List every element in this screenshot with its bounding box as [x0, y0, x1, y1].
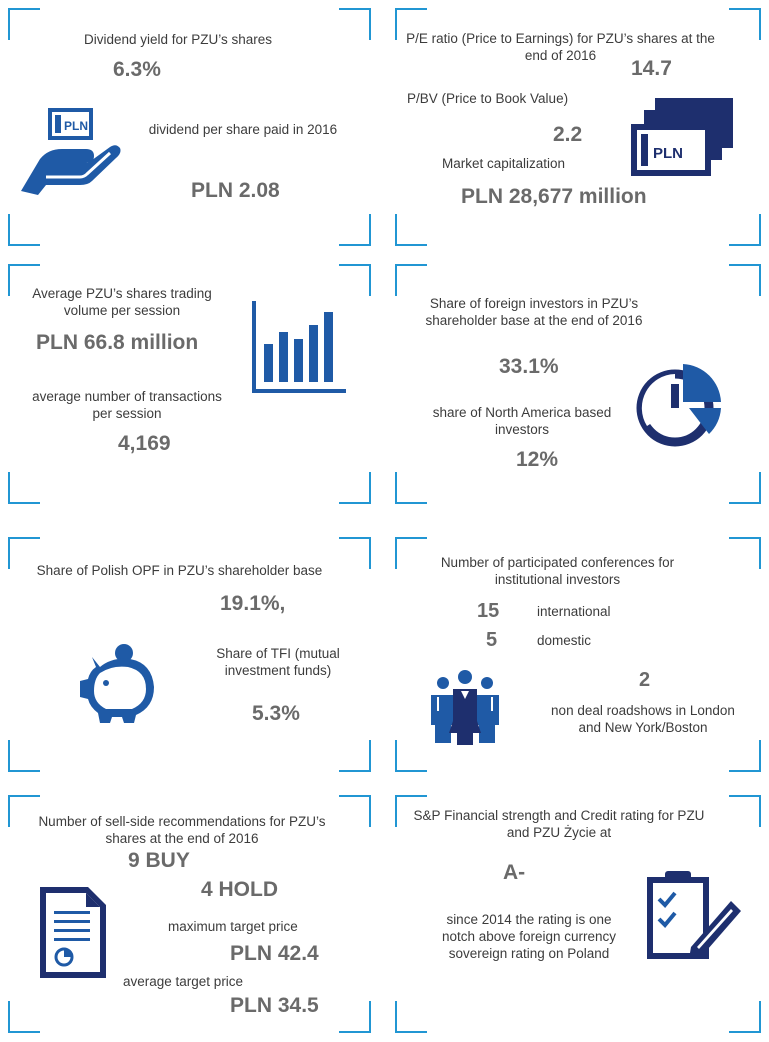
- pbv-value: 2.2: [553, 123, 583, 146]
- recommendations-label: Number of sell-side recommendations for PZU’s shares at the end of 2016: [38, 814, 326, 846]
- bar-chart-icon: [248, 299, 348, 399]
- panel-rating: [395, 795, 761, 1033]
- volume-label: Average PZU’s shares trading volume per session: [32, 286, 212, 318]
- tfi-value: 5.3%: [252, 702, 300, 725]
- volume-value: PLN 66.8 million: [36, 331, 199, 354]
- panel-conferences: [395, 537, 761, 772]
- piggy-bank-icon: [76, 637, 166, 727]
- banknotes-stack-icon: [627, 98, 737, 180]
- roadshows-label: non deal roadshows in London and New York/Boston: [551, 703, 735, 735]
- hand-with-banknote-icon: [18, 103, 123, 198]
- tfi-label: Share of TFI (mutual investment funds): [216, 646, 340, 678]
- dividend-yield-label: Dividend yield for PZU’s shares: [83, 32, 273, 47]
- foreign-value: 33.1%: [499, 355, 559, 378]
- dps-value: PLN 2.08: [191, 179, 280, 202]
- avg-target-value: PLN 34.5: [230, 994, 319, 1017]
- domestic-count: 5: [486, 629, 498, 651]
- avg-target-label: average target price: [123, 974, 244, 989]
- mcap-label: Market capitalization: [442, 156, 566, 171]
- na-label: share of North America based investors: [432, 405, 612, 437]
- domestic-label: domestic: [537, 633, 592, 648]
- pe-label: P/E ratio (Price to Earnings) for PZU’s shares at the end of 2016: [406, 31, 715, 63]
- pe-value: 14.7: [631, 57, 672, 80]
- rating-note: since 2014 the rating is one notch above foreign currency sovereign rating on Poland: [441, 912, 617, 961]
- foreign-label: Share of foreign investors in PZU’s shareholder base at the end of 2016: [425, 296, 643, 328]
- people-group-icon: [425, 667, 505, 747]
- opf-label: Share of Polish OPF in PZU’s shareholder base: [36, 563, 323, 578]
- roadshows-count: 2: [639, 669, 651, 691]
- document-report-icon: [38, 885, 108, 980]
- panel-dividend: [8, 8, 371, 246]
- panel-recommendations: [8, 795, 371, 1033]
- international-label: international: [537, 604, 611, 619]
- sp-rating-label: S&P Financial strength and Credit rating for PZU and PZU Życie at: [413, 808, 705, 840]
- clipboard-checklist-icon: [643, 867, 748, 962]
- dps-label: dividend per share paid in 2016: [148, 122, 338, 137]
- mcap-value: PLN 28,677 million: [461, 185, 647, 208]
- dividend-yield-value: 6.3%: [113, 58, 161, 81]
- opf-value: 19.1%,: [220, 592, 286, 615]
- rating-value: A-: [503, 861, 526, 884]
- pie-chart-icon: [633, 360, 723, 450]
- transactions-value: 4,169: [118, 432, 171, 455]
- banknote-text: PLN: [653, 145, 683, 162]
- conferences-label: Number of participated conferences for institutional investors: [440, 555, 675, 587]
- transactions-label: average number of transactions per session: [32, 389, 222, 421]
- panel-valuation: [395, 8, 761, 246]
- pbv-label: P/BV (Price to Book Value): [407, 91, 569, 106]
- panel-trading: [8, 264, 371, 504]
- max-target-label: maximum target price: [168, 919, 298, 934]
- panel-opf: [8, 537, 371, 772]
- panel-foreign: [395, 264, 761, 504]
- banknote-text: PLN: [64, 119, 88, 133]
- max-target-value: PLN 42.4: [230, 942, 319, 965]
- buy-count: 9 BUY: [128, 849, 190, 872]
- na-value: 12%: [516, 448, 559, 471]
- hold-count: 4 HOLD: [201, 878, 279, 901]
- international-count: 15: [477, 600, 500, 622]
